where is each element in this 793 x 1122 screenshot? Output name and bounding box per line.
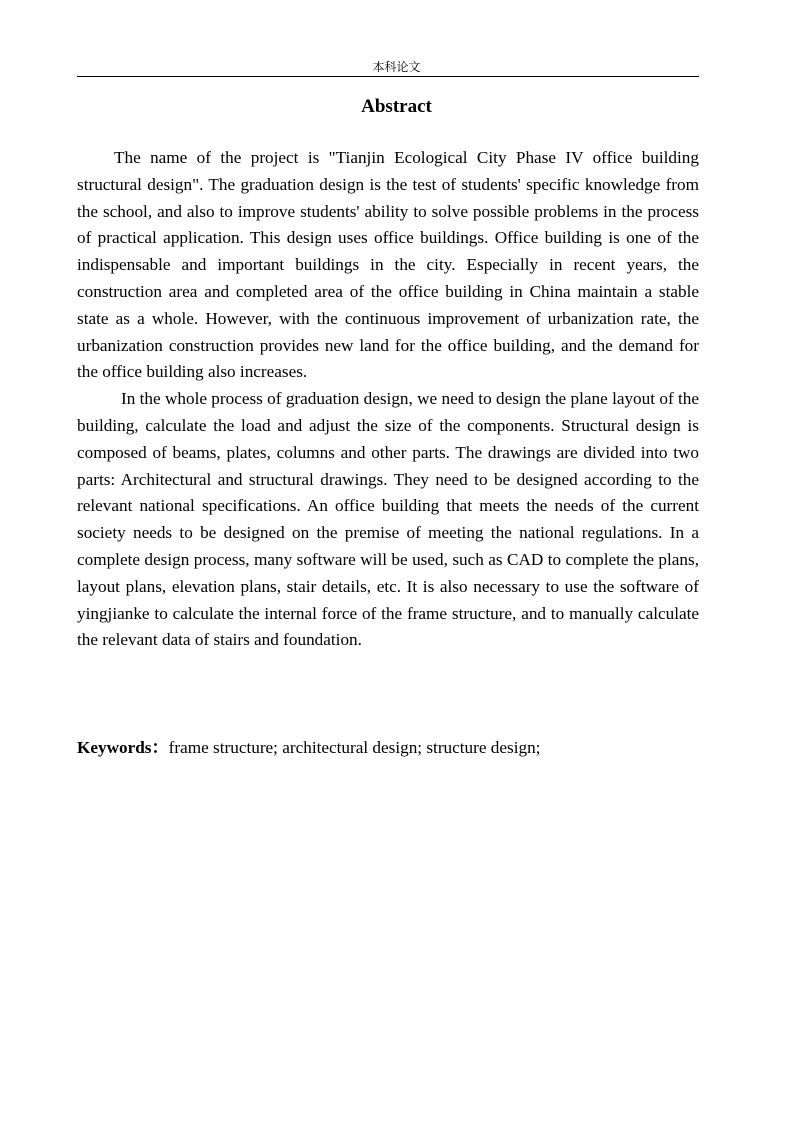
abstract-paragraph-2: In the whole process of graduation design, we need to design the plane layout of the building, calculate the load and adjust the size of the components. Structural design is composed of beams, plates, columns and other parts. The drawings are divided into two parts: Architectural and structural drawings. They need to be designed according to the relevant national specifications. An office building that meets the needs of the current society needs to be designed on the premise of meeting the national regulations. In a complete design process, many software will be used, such as CAD to complete the plans, layout plans, elevation plans, stair details, etc. It is also necessary to use the software of yingjianke to calculate the internal force of the frame structure, and to manually calculate the relevant data of stairs and foundation. [77, 389, 699, 650]
keywords-line [77, 735, 699, 761]
header-rule [77, 76, 699, 77]
abstract-title: Abstract [361, 96, 432, 117]
abstract-paragraph-1: The name of the project is "Tianjin Ecological City Phase IV office building structural design". The graduation design is the test of students' specific knowledge from the school, and also to improve students' ability to solve possible problems in the process of practical application. This design uses office buildings. Office building is one of the indispensable and important buildings in the city. Especially in recent years, the construction area and completed area of the office building in China maintain a stable state as a whole. However, with the continuous improvement of urbanization rate, the urbanization construction provides new land for the office building, and the demand for the office building also increases. [77, 148, 699, 382]
abstract-body [77, 145, 699, 654]
running-header: 本科论文 [372, 60, 421, 74]
keywords-label: Keywords： [77, 738, 169, 757]
keywords-value: frame structure; architectural design; structure design; [168, 738, 541, 757]
